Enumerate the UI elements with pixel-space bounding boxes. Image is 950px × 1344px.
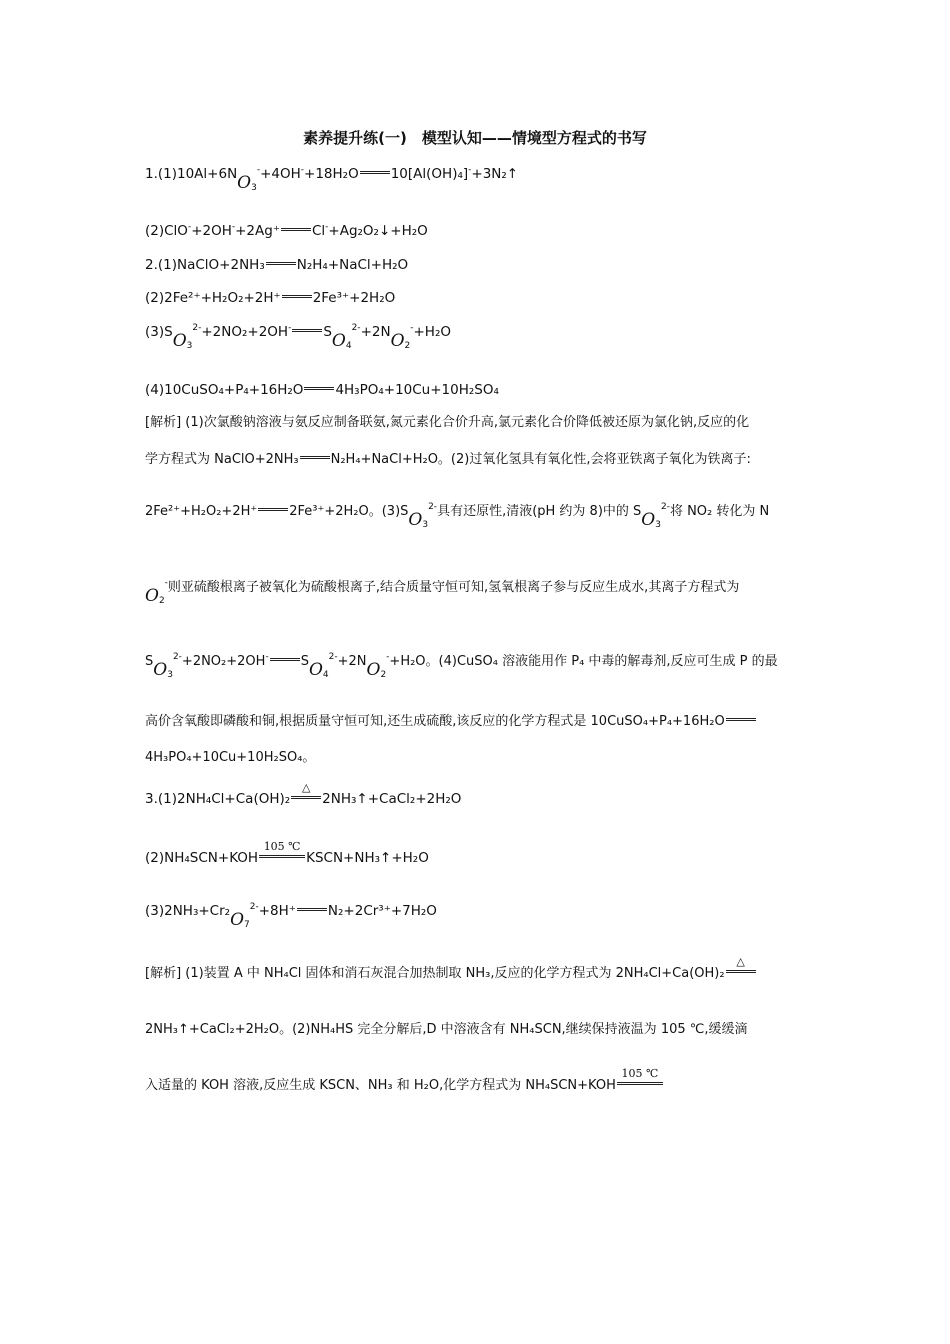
temperature-label: 105 ℃	[263, 839, 301, 853]
heat-symbol: △	[301, 780, 311, 794]
equals-sign	[258, 508, 288, 511]
answer-1-2: (2)ClO-+2OH-+2Ag⁺ Cl-+Ag₂O₂↓+H₂O	[145, 222, 428, 239]
heating-equals-sign	[291, 780, 321, 799]
analysis-2-line-7: 4H₃PO₄+10Cu+10H₂SO₄。	[145, 750, 316, 765]
analysis-3-line-2: 2NH₃↑+CaCl₂+2H₂O。(2)NH₄HS 完全分解后,D 中溶液含有 NH₄SCN,继续保持液温为 105 ℃,缓缓滴	[145, 1022, 748, 1037]
equals-sign	[266, 262, 296, 265]
equals-sign	[282, 295, 312, 298]
answer-3-3: $(3)2NH_3+Cr_2O_7^{2-}+8H^+$ N₂+2Cr³⁺+7H₂O	[145, 902, 437, 930]
answer-2-2: (2)2Fe²⁺+H₂O₂+2H⁺ 2Fe³⁺+2H₂O	[145, 290, 396, 306]
equals-sign	[726, 718, 756, 721]
analysis-2-line-5: $SO_3^{2-}+2NO_2+2OH^-$ $SO_4^{2-}+2NO_2^-+H_2O$。(4)CuSO₄ 溶液能用作 P₄ 中毒的解毒剂,反应可生成 P 的最	[145, 652, 778, 680]
temperature-equals-sign	[617, 1067, 663, 1085]
analysis-2-line-4: $O_2^-$则亚硫酸根离子被氧化为硫酸根离子,结合质量守恒可知,氢氧根离子参与反应生成水,其离子方程式为	[145, 578, 740, 606]
temperature-label: 105 ℃	[621, 1067, 659, 1080]
analysis-2-line-2: 学方程式为 NaClO+2NH₃ N₂H₄+NaCl+H₂O。(2)过氧化氢具有氧化性,会将亚铁离子氧化为铁离子:	[145, 452, 751, 467]
equals-sign	[297, 908, 327, 911]
analysis-3-line-1: [解析] (1)装置 A 中 NH₄Cl 固体和消石灰混合加热制取 NH₃,反应的化学方程式为 2NH₄Cl+Ca(OH)₂ △	[145, 965, 757, 983]
page-title: 素养提升练(一) 模型认知——情境型方程式的书写	[303, 129, 647, 147]
equals-sign	[300, 456, 330, 459]
equals-sign	[360, 171, 390, 174]
analysis-2-line-1: [解析] (1)次氯酸钠溶液与氨反应制备联氨,氮元素化合价升高,氯元素化合价降低被还原为氯化钠,反应的化	[145, 415, 750, 430]
heat-symbol: △	[736, 955, 745, 968]
analysis-2-line-3: 2Fe²⁺+H₂O₂+2H⁺ 2Fe³⁺+2H₂O。$(3)SO_3^{2-}$具有还原性,清液(pH 约为 8)中的 $SO_3^{2-}$将 NO₂ 转化为 N	[145, 502, 770, 530]
equals-sign	[281, 228, 311, 231]
answer-1-1: $1.(1)10Al+6NO_3^-+4OH^-+18H_2O$ 10[Al(OH)₄]-+3N₂↑	[145, 165, 519, 193]
equals-sign	[304, 387, 334, 390]
answer-2-4: (4)10CuSO₄+P₄+16H₂O 4H₃PO₄+10Cu+10H₂SO₄	[145, 382, 499, 398]
answer-3-2: (2)NH₄SCN+KOH 105 ℃ KSCN+NH₃↑+H₂O	[145, 839, 429, 866]
temperature-equals-sign	[259, 839, 305, 858]
equals-sign	[270, 658, 300, 661]
answer-2-1: 2.(1)NaClO+2NH₃ N₂H₄+NaCl+H₂O	[145, 257, 409, 273]
answer-2-3: $(3)SO_3^{2-}+2NO_2+2OH^-$ $SO_4^{2-}+2NO_2^-+H_2O$	[145, 323, 451, 351]
analysis-3-line-3: 入适量的 KOH 溶液,反应生成 KSCN、NH₃ 和 H₂O,化学方程式为 NH₄SCN+KOH 105 ℃	[145, 1077, 664, 1095]
equals-sign	[292, 329, 322, 332]
heating-equals-sign	[726, 955, 756, 973]
answer-3-1: 3.(1)2NH₄Cl+Ca(OH)₂ △ 2NH₃↑+CaCl₂+2H₂O	[145, 780, 462, 807]
analysis-2-line-6: 高价含氧酸即磷酸和铜,根据质量守恒可知,还生成硫酸,该反应的化学方程式是 10CuSO₄+P₄+16H₂O	[145, 713, 757, 731]
